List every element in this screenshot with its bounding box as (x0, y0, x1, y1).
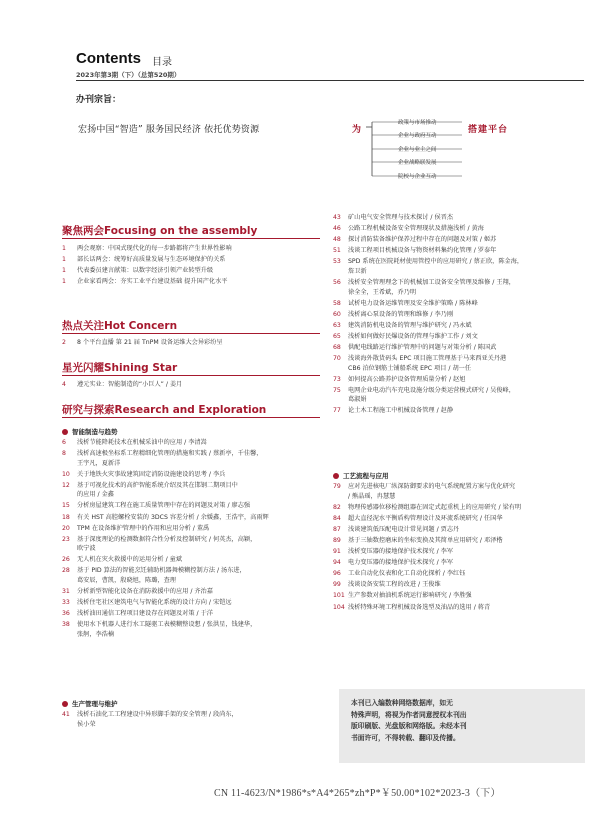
toc-entry (62, 535, 320, 554)
section-divider (62, 238, 320, 239)
entry-title: 电力变压器的接地保护技术探究 / 李军 (348, 559, 454, 567)
entry-title: / 熊晶瑶，冉慧慧 (348, 492, 396, 500)
page-number: 96 (333, 570, 341, 578)
page-number: 4 (62, 381, 66, 388)
entry-title: 浅析石油化工工程建设中异形脚手架的安全管理 / 段尚东， (77, 711, 238, 718)
toc-entry (333, 603, 595, 613)
page-number: 68 (333, 344, 341, 351)
entry-title: SPD 系统在医院耗材使用管控中的应用研究 / 蔡正欣，陈金海， (348, 258, 524, 266)
bullet-icon (62, 701, 68, 707)
page-number: 36 (62, 610, 70, 618)
page-number: 56 (333, 279, 341, 286)
page-number: 1 (62, 245, 66, 252)
page-number: 23 (62, 535, 70, 543)
page-number: 38 (62, 621, 70, 629)
notice-line: 版印刷版、光盘版和网络版。未经本刊 (351, 722, 467, 730)
toc-entry (333, 235, 595, 245)
toc-entry (333, 343, 595, 353)
toc-entry (62, 555, 320, 565)
entry-title: 供配电线路运行维护管理中的问题与对策分析 / 陈国武 (348, 344, 497, 351)
toc-entry (333, 278, 595, 297)
toc-entry (333, 514, 595, 524)
entry-title: 张舸，李浩楠 (77, 630, 115, 638)
page-number: 99 (333, 581, 341, 589)
aim-wei: 为 (352, 125, 362, 135)
page-number: 10 (62, 470, 70, 478)
entry-title: 基于 PID 算法的智能烹饪辅助机器舞模糊控制方法 / 汤东进， (77, 567, 246, 575)
page-number: 60 (333, 310, 341, 318)
page-number: 101 (333, 592, 345, 600)
toc-entry (333, 213, 595, 223)
toc-entry (333, 525, 595, 535)
aim-item: 企业与业主之间 (398, 147, 437, 153)
aim-target: 搭建平台 (468, 125, 509, 135)
entry-title: 应对先进核电厂纵深防御要求的电气系统配置方案与优化研究 (348, 483, 516, 490)
entry-title: 浅析变压器的接地保护技术探究 / 李军 (348, 548, 454, 555)
entry-title: 代表委员建言献策：以数字经济引领产业转型升级 (77, 267, 214, 275)
page-number: 15 (62, 502, 70, 510)
toc-entry (333, 591, 595, 601)
entry-title: 企业家看两会：夯实工业平台建设基础 提升国产化水平 (77, 278, 228, 286)
page-number: 28 (62, 567, 70, 575)
toc-entry (62, 598, 320, 608)
toc-entry (333, 332, 595, 342)
entry-title: 浅析油田通信工程项目建设存在问题及对策 / 于洋 (77, 610, 213, 618)
page-number: 65 (333, 332, 341, 340)
section-divider (62, 375, 320, 376)
section-divider (62, 333, 320, 334)
entry-title: 浅谈建筑低压配电设计常见问题 / 贾志丹 (348, 525, 460, 533)
entry-title: CB6 泊位钢筋土铺船系统 EPC 项目 / 胡一任 (348, 364, 472, 372)
section-title-research: 研究与探索Research and Exploration (62, 404, 267, 416)
toc-entry (62, 566, 320, 585)
entry-title: 浅谈工程项目机械设备与物资材料集约化管理 / 罗泰年 (348, 247, 497, 255)
entry-title: 侯小荣 (77, 720, 96, 728)
toc-entry (333, 558, 595, 568)
toc-entry (333, 299, 595, 309)
entry-title: 的应用 / 金鑫 (77, 491, 114, 499)
toc-entry (333, 406, 595, 416)
toc-entry (62, 609, 320, 619)
toc-entry (62, 513, 320, 523)
entry-title: 浅析住宅社区建筑电气与智能化系统的设计方向 / 宋铠远 (77, 599, 232, 607)
page-number: 77 (333, 407, 341, 415)
bullet-icon (62, 429, 68, 435)
entry-title: 浅析如何做好民爆设备的管理与维护工作 / 刘文 (348, 332, 478, 340)
page-number: 48 (333, 236, 341, 244)
entry-title: 浅析节能降耗技术在机械采油中的应用 / 李清嵩 (77, 439, 207, 446)
page-number: 46 (333, 225, 341, 233)
bullet-icon (333, 473, 339, 479)
page-number: 94 (333, 559, 341, 567)
page-number: 1 (62, 256, 66, 264)
toc-entry (62, 266, 320, 276)
entry-title: 公路工程机械设备安全管理现状及措施浅析 / 黄海 (348, 225, 484, 233)
aim-item: 企业与政府互动 (398, 133, 437, 139)
publication-code: CN 11-4623/N*1986*s*A4*265*zh*P*￥50.00*102*2023-3（下） (214, 788, 501, 799)
toc-entry (333, 354, 595, 373)
entry-title: 工业自动化仪表和化工自动化探析 / 李红钰 (348, 570, 466, 578)
entry-title: 分析房屋建筑工程在施工质量管理中存在的问题及对策 / 廖志强 (77, 502, 251, 510)
page-number: 6 (62, 439, 66, 446)
entry-title: 有关 HST 高腔螺栓安装的 3DCS 容差分析 / 余媛鑫，王浩宇，高雨辉 (77, 513, 269, 521)
page-number: 1 (62, 267, 66, 275)
aim-item: 企业战略联发展 (398, 160, 437, 166)
aim-item: 院校与企业互动 (398, 174, 437, 180)
page-number: 53 (333, 258, 341, 266)
entry-title: 物理传感器位移检测组器在固定式起重机上的应用研究 / 梁有明 (348, 503, 522, 511)
notice-line: 书面许可，不得转载、翻印及传播。 (351, 733, 460, 742)
entry-title: 两会观察：中国式现代化的每一步路都将产生世界性影响 (77, 245, 232, 252)
entry-title: 浅析特殊环境工程机械设备选型及油品的选用 / 蒋青 (348, 603, 491, 611)
entry-title: 关于地铁火灾事故建筑固定消防设施建设的思考 / 李兵 (77, 470, 226, 478)
toc-entry (333, 246, 595, 256)
entry-title: 欧宁波 (77, 545, 96, 553)
entry-title: 部长话两会：统筹好高质量发展与生态环境保护的关系 (77, 256, 226, 264)
toc-entry (333, 580, 595, 590)
subsection-intelligent-manufacturing: 智能制造与趋势 (62, 427, 118, 436)
toc-entry (333, 321, 595, 331)
notice-line: 本刊已入编数种网络数据库，如无 (351, 699, 453, 707)
page-number: 33 (62, 599, 70, 607)
subsection-production-management: 生产管理与维护 (62, 699, 118, 708)
toc-entry (62, 244, 320, 254)
entry-title: 基于三轴数控磨床的坐标变换及其简单应用研究 / 邓泽楷 (348, 536, 503, 544)
toc-entry (333, 257, 595, 276)
contents-title: Contents (76, 50, 141, 67)
entry-title: 超大直径泥水平衡盾构管理设计及环流系统研究 / 任国华 (348, 514, 503, 522)
page-number: 1 (62, 278, 66, 286)
section-title-hot: 热点关注Hot Concern (62, 320, 178, 332)
entry-title: 浅析离心泵设备的管理和维修 / 李乃刚 (348, 310, 454, 318)
page-number: 41 (62, 711, 70, 718)
toc-entry (62, 338, 320, 348)
page-number: 79 (333, 483, 341, 490)
aim-title: 办刊宗旨： (76, 95, 122, 105)
aim-text: 宏扬中国“智造” 服务国民经济 依托优势资源 (78, 125, 260, 135)
entry-title: 浅谈设备安装工程的改进 / 王俊维 (348, 581, 441, 589)
page-number: 91 (333, 548, 341, 555)
page-number: 8 (62, 450, 66, 458)
toc-entry (333, 547, 595, 557)
entry-title: 基于可视化技术的高炉智能系统介绍及其在邯钢二期项目中 (77, 481, 238, 489)
page-number: 43 (333, 214, 341, 221)
page-number: 104 (333, 603, 345, 611)
entry-title: 试析电力设备运维管理及安全维护策略 / 陈林峰 (348, 299, 478, 307)
entry-title: 分析新型智能化设备在消防救援中的应用 / 齐治嘉 (77, 588, 213, 595)
entry-title: TPM 在设备维护管理中的作用和应用分析 / 董禹 (77, 524, 210, 532)
entry-title: 矿山电气安全管理与技术探讨 / 侯晋杰 (348, 214, 454, 221)
toc-entry (333, 482, 595, 501)
page-number: 26 (62, 556, 70, 564)
page-number: 75 (333, 386, 341, 394)
page-number: 2 (62, 339, 66, 346)
toc-entry (62, 524, 320, 534)
page-number: 87 (333, 525, 341, 533)
issue-number: 2023年第3期（下）（总第520期） (76, 71, 181, 79)
toc-entry (333, 503, 595, 513)
section-title-star: 星光闪耀Shining Star (62, 362, 178, 374)
page-number: 51 (333, 247, 341, 255)
entry-title: 建筑消防机电设备的管理与维护研究 / 冯永斌 (348, 321, 472, 329)
toc-entry (333, 310, 595, 320)
toc-entry (333, 569, 595, 579)
header-divider (76, 80, 584, 81)
subsection-process-application: 工艺流程与应用 (333, 471, 389, 480)
entry-title: 浅析安全管理理念下的机械加工设备安全管理及维修 / 王翔， (348, 279, 515, 286)
entry-title: 遵元实业：智能制造的“小巨人” / 姜月 (77, 381, 183, 388)
entry-title: 探讨消防装备维护保养过程中存在的问题及对策 / 姬苏 (348, 236, 497, 244)
toc-entry (62, 255, 320, 265)
toc-entry (62, 501, 320, 511)
toc-entry (62, 481, 320, 500)
toc-entry (62, 438, 320, 448)
entry-title: 使用水下机器人进行水工隧驱工表模糊整设想 / 张洪星，钱建华， (77, 621, 257, 629)
page-number: 70 (333, 355, 341, 363)
entry-title: 论土木工程施工中机械设备管理 / 赵静 (348, 407, 454, 415)
contents-title-cn: 目录 (152, 57, 172, 68)
toc-entry (62, 470, 320, 480)
section-divider (62, 417, 320, 418)
entry-title: 葛淑娟 (348, 396, 367, 404)
toc-entry (62, 710, 320, 729)
page-number: 12 (62, 481, 70, 489)
toc-entry (62, 380, 320, 390)
entry-title: 浅谈海外散货码头 EPC 项目施工管理基于马来西亚关丹港 (348, 355, 507, 363)
page-number: 20 (62, 524, 70, 532)
page-number: 73 (333, 375, 341, 383)
page-number: 89 (333, 536, 341, 544)
entry-title: 8 个平台直播 第 21 届 TnPM 设备运维大会异彩纷呈 (77, 339, 223, 346)
toc-entry (333, 224, 595, 234)
page-number: 31 (62, 588, 70, 595)
entry-title: 基于深度理论的检测数据符合性分析及控制研究 / 何英杰，高颖， (77, 535, 257, 543)
entry-title: 无人机在灾火救援中的运用分析 / 童斌 (77, 556, 183, 564)
entry-title: 电网企业电动汽车充电设施分级分类运营模式研究 / 吴俊峰， (348, 386, 515, 394)
entry-title: 詹卫新 (348, 267, 367, 275)
toc-entry (62, 587, 320, 597)
entry-title: 葛安辰，曹凯，殷晓旭，陈璐，查理 (77, 576, 176, 584)
aim-item: 政策与市场推动 (398, 120, 437, 126)
notice-line: 特殊声明，将视为作者同意授权本刊出 (351, 710, 467, 719)
page-number: 63 (333, 321, 341, 329)
entry-title: 王宇凡，夏新洋 (77, 459, 121, 467)
toc-entry (62, 277, 320, 287)
toc-entry (62, 449, 320, 468)
section-title-focus: 聚焦两会Focusing on the assembly (62, 225, 258, 237)
toc-entry (333, 536, 595, 546)
entry-title: 浅析高速极坐标系工程精细化管理的措施和实践 / 蔡新亭，千佳馨， (77, 450, 263, 458)
page-number: 18 (62, 513, 70, 521)
page-number: 84 (333, 514, 341, 522)
entry-title: 生产参数对抽油机系统运行影响研究 / 李胜强 (348, 592, 472, 600)
entry-title: 如何提高公路养护设备管理质量分析 / 赵旭 (348, 375, 466, 383)
toc-entry (333, 386, 595, 405)
page-number: 82 (333, 503, 341, 511)
toc-entry (333, 375, 595, 385)
page-number: 58 (333, 299, 341, 307)
entry-title: 徐全全，王希斌，乔乃明 (348, 288, 417, 296)
copyright-notice (339, 689, 585, 763)
toc-entry (62, 620, 320, 639)
